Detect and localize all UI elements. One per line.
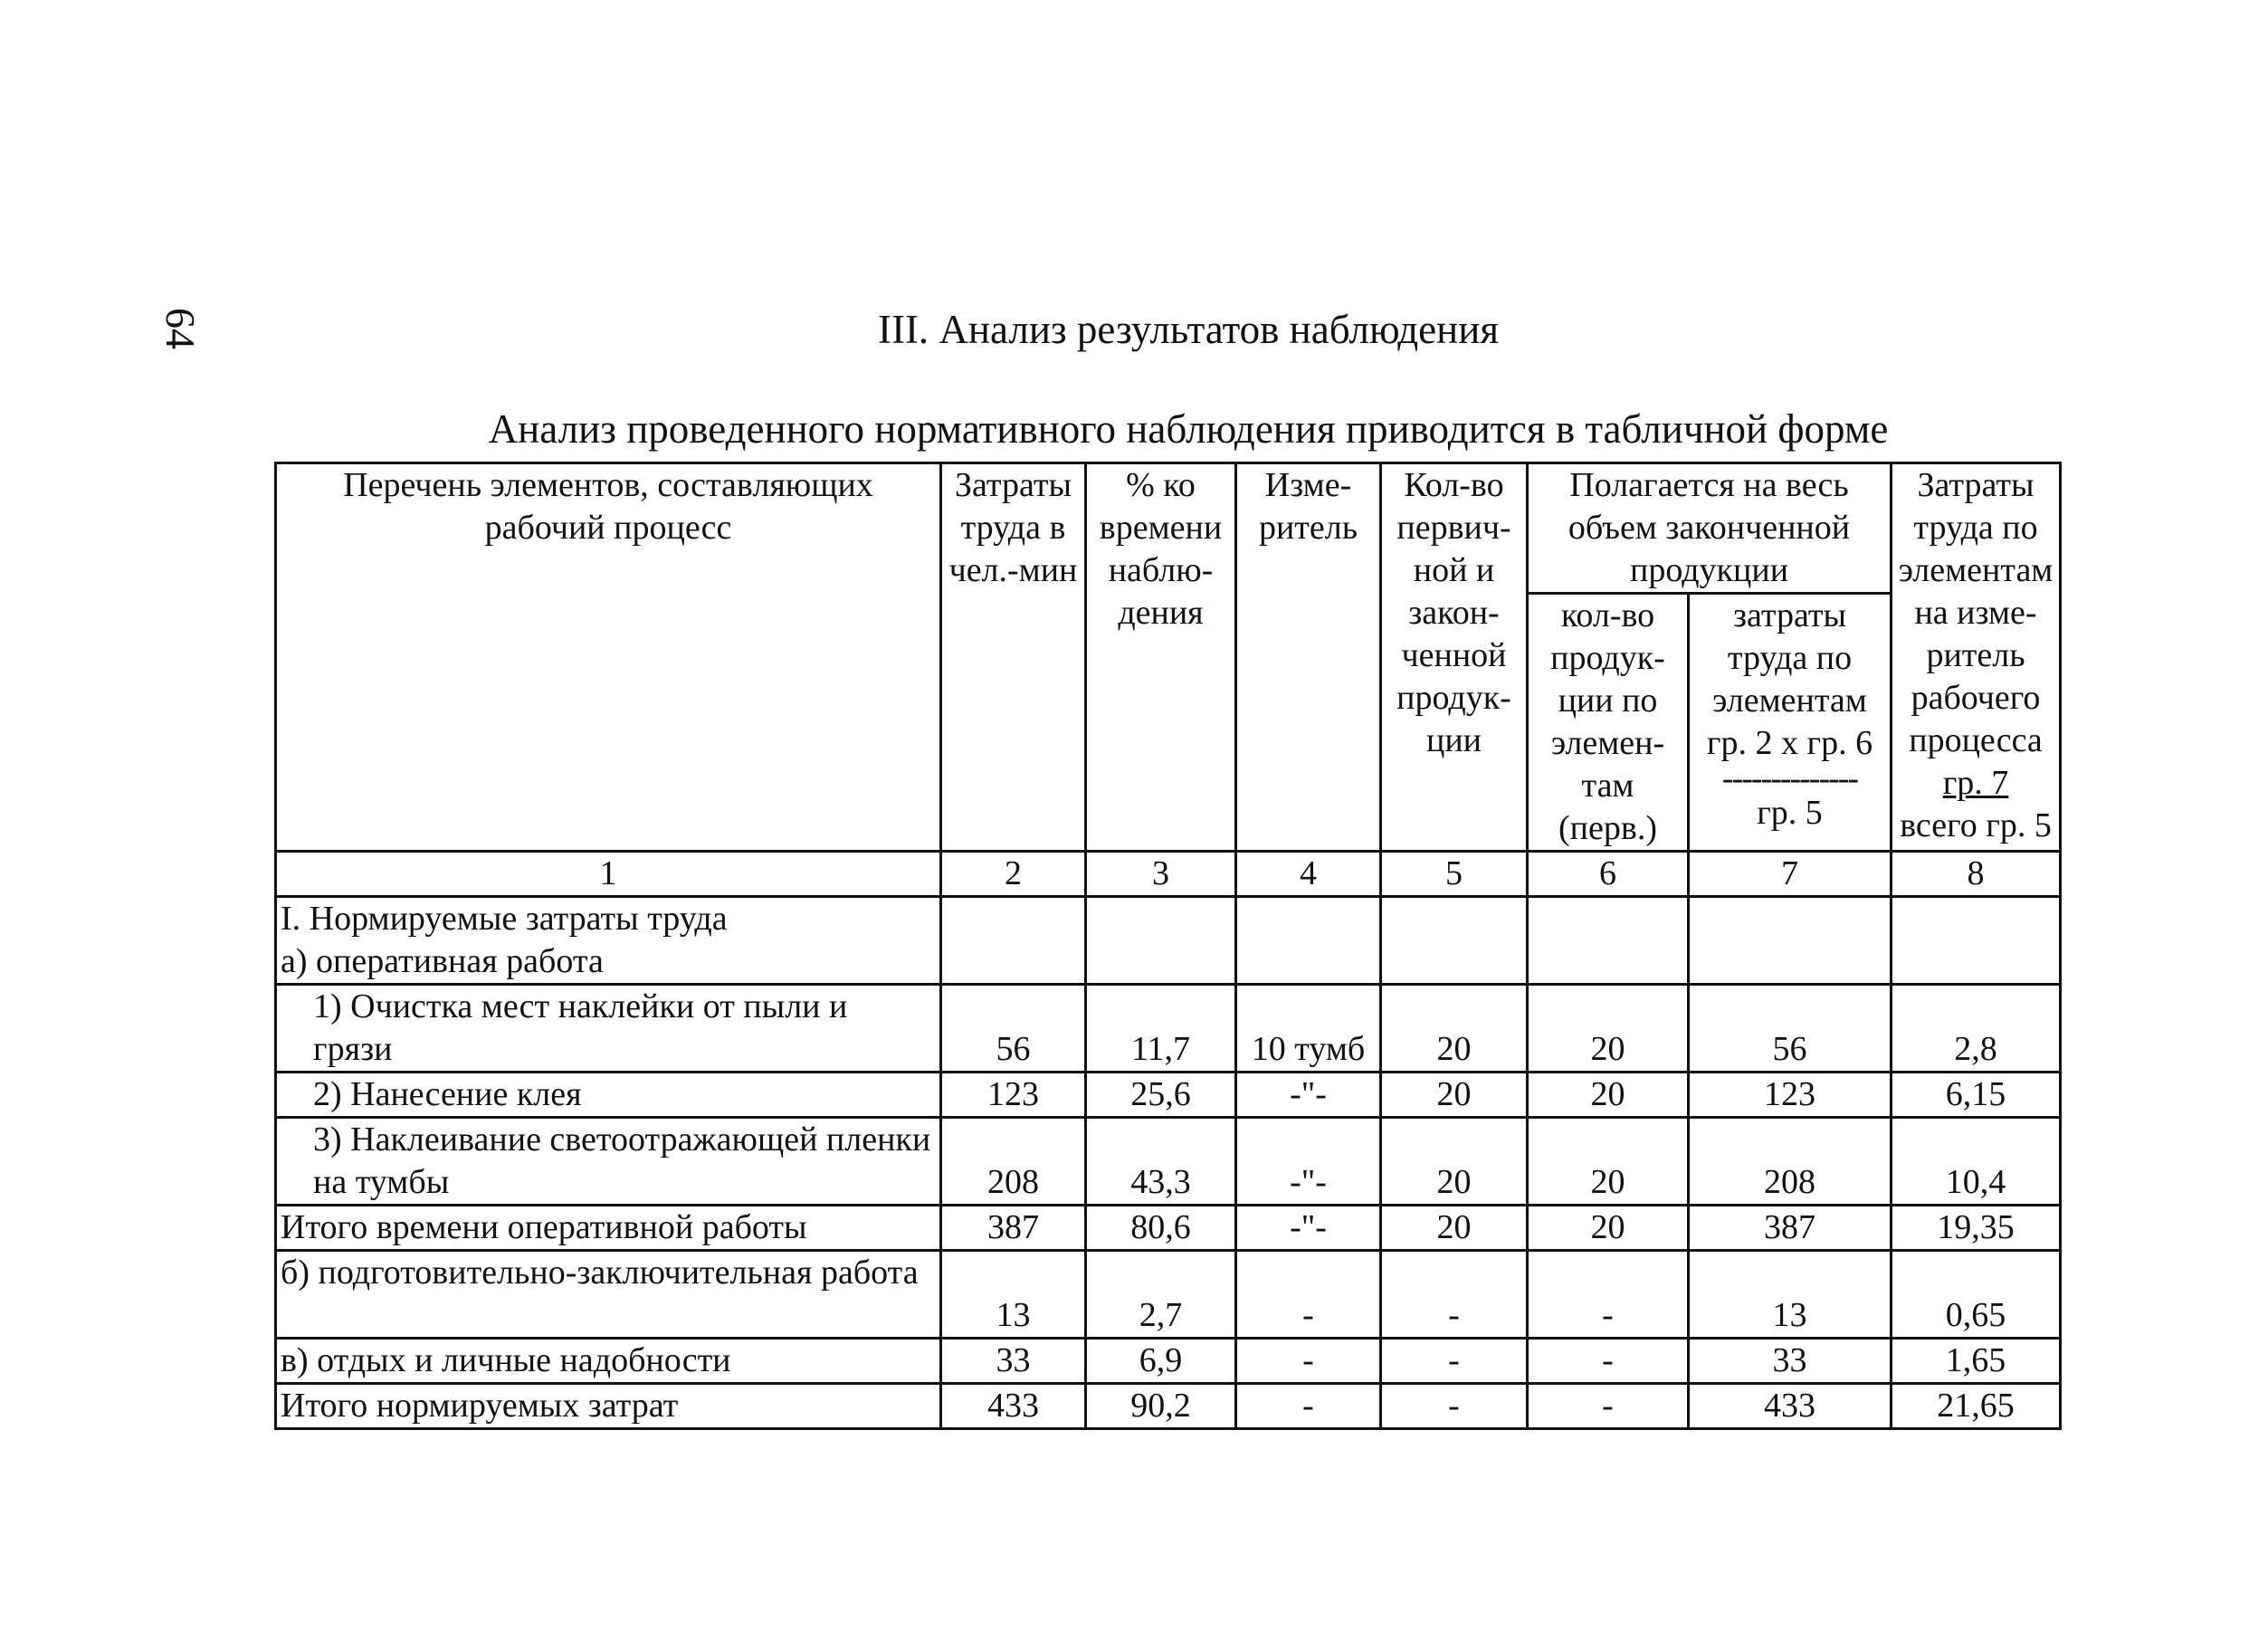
analysis-table [274,462,2062,1430]
row-name: Итого времени оперативной работы [276,1206,941,1251]
cell-c5: 20 [1381,1073,1528,1118]
header-group-6-7: Полагается на весь объем законченной продукции [1528,463,1892,594]
cell-c8: 1,65 [1892,1339,2061,1384]
column-number: 1 [276,852,941,897]
cell-c7: 208 [1689,1118,1892,1206]
cell-c2: 433 [941,1384,1086,1429]
page-number: 64 [157,308,204,349]
cell-c8: 6,15 [1892,1073,2061,1118]
cell-c4: - [1236,1384,1381,1429]
header-col-7-denominator: гр. 5 [1757,794,1823,832]
cell-c7: 56 [1689,985,1892,1073]
header-col-8-denominator: всего гр. 5 [1900,806,2052,844]
column-number: 6 [1528,852,1689,897]
cell-c7: 33 [1689,1339,1892,1384]
cell-c8: 10,4 [1892,1118,2061,1206]
row-name: в) отдых и личные надобности [276,1339,941,1384]
cell-c3: 25,6 [1086,1073,1236,1118]
cell-c6: - [1528,1251,1689,1339]
cell-c6: - [1528,1339,1689,1384]
table-row [276,1251,2061,1339]
row-name: 3) Наклеивание светоотражающей пленки на тумбы [276,1118,941,1206]
section-row [276,897,2061,985]
header-col-5: Кол-во первич-ной и закон-ченной продук-ции [1381,463,1528,852]
cell-c4: - [1236,1339,1381,1384]
column-number: 3 [1086,852,1236,897]
header-col-7-text: затраты труда по элементам гр. 2 х гр. 6 [1706,596,1873,762]
cell-c8: 0,65 [1892,1251,2061,1339]
cell-c6: 20 [1528,1118,1689,1206]
cell-c2: 387 [941,1206,1086,1251]
column-number: 2 [941,852,1086,897]
column-number: 4 [1236,852,1381,897]
cell-c2: 123 [941,1073,1086,1118]
cell-c3: 2,7 [1086,1251,1236,1339]
cell-c5: 20 [1381,1206,1528,1251]
column-number: 5 [1381,852,1528,897]
section-a-label: а) оперативная работа [281,942,604,980]
row-name [276,985,941,1073]
header-col-8 [1892,463,2061,852]
cell-c2: 33 [941,1339,1086,1384]
section-label [276,897,941,985]
cell-c3: 43,3 [1086,1118,1236,1206]
column-number: 8 [1892,852,2061,897]
cell-c8: 19,35 [1892,1206,2061,1251]
cell-c8: 2,8 [1892,985,2061,1073]
cell-c4: -"- [1236,1118,1381,1206]
cell-c5: 20 [1381,1118,1528,1206]
cell-c6: 20 [1528,1073,1689,1118]
cell-c4: 10 тумб [1236,985,1381,1073]
row-name-text: 1) Очистка мест наклейки от пыли и грязи [313,987,848,1068]
section-title: III. Анализ результатов наблюдения [877,307,1500,352]
cell-c2: 208 [941,1118,1086,1206]
header-col-7-bar: -------------- [1721,759,1858,797]
header-col-8-text: Затраты труда по элементам на изме-ритель рабочего процесса [1898,466,2054,759]
cell-c8: 21,65 [1892,1384,2061,1429]
cell-c5: - [1381,1251,1528,1339]
table-row [276,1073,2061,1118]
header-col-7 [1689,594,1892,852]
table-row [276,1339,2061,1384]
cell-c5: - [1381,1339,1528,1384]
row-name: Итого нормируемых затрат [276,1384,941,1429]
intro-text: Анализ проведенного нормативного наблюдения приводится в табличной форме [488,406,1889,452]
cell-c7: 13 [1689,1251,1892,1339]
cell-c4: -"- [1236,1073,1381,1118]
cell-c7: 123 [1689,1073,1892,1118]
header-col-8-numerator: гр. 7 [1942,764,2009,802]
cell-c7: 433 [1689,1384,1892,1429]
cell-c6: - [1528,1384,1689,1429]
cell-c5: 20 [1381,985,1528,1073]
cell-c4: -"- [1236,1206,1381,1251]
cell-c2: 56 [941,985,1086,1073]
table-row [276,1206,2061,1251]
header-col-4: Изме-ритель [1236,463,1381,852]
header-col-2: Затраты труда в чел.-мин [941,463,1086,852]
cell-c4: - [1236,1251,1381,1339]
row-name: 2) Нанесение клея [276,1073,941,1118]
table-row [276,1384,2061,1429]
cell-c3: 80,6 [1086,1206,1236,1251]
cell-c3: 6,9 [1086,1339,1236,1384]
cell-c2: 13 [941,1251,1086,1339]
header-col-1: Перечень элементов, составляющих рабочий процесс [276,463,941,852]
header-col-6: кол-во продук-ции по элемен-там (перв.) [1528,594,1689,852]
column-number: 7 [1689,852,1892,897]
header-row-1 [276,463,2061,594]
section-i-label: I. Нормируемые затраты труда [281,900,728,938]
cell-c5: - [1381,1384,1528,1429]
table-row [276,1118,2061,1206]
table-row [276,985,2061,1073]
header-col-3: % ко времени наблю-дения [1086,463,1236,852]
cell-c6: 20 [1528,1206,1689,1251]
column-number-row [276,852,2061,897]
cell-c3: 90,2 [1086,1384,1236,1429]
cell-c6: 20 [1528,985,1689,1073]
cell-c7: 387 [1689,1206,1892,1251]
row-name: б) подготовительно-заключительная работа [276,1251,941,1339]
cell-c3: 11,7 [1086,985,1236,1073]
